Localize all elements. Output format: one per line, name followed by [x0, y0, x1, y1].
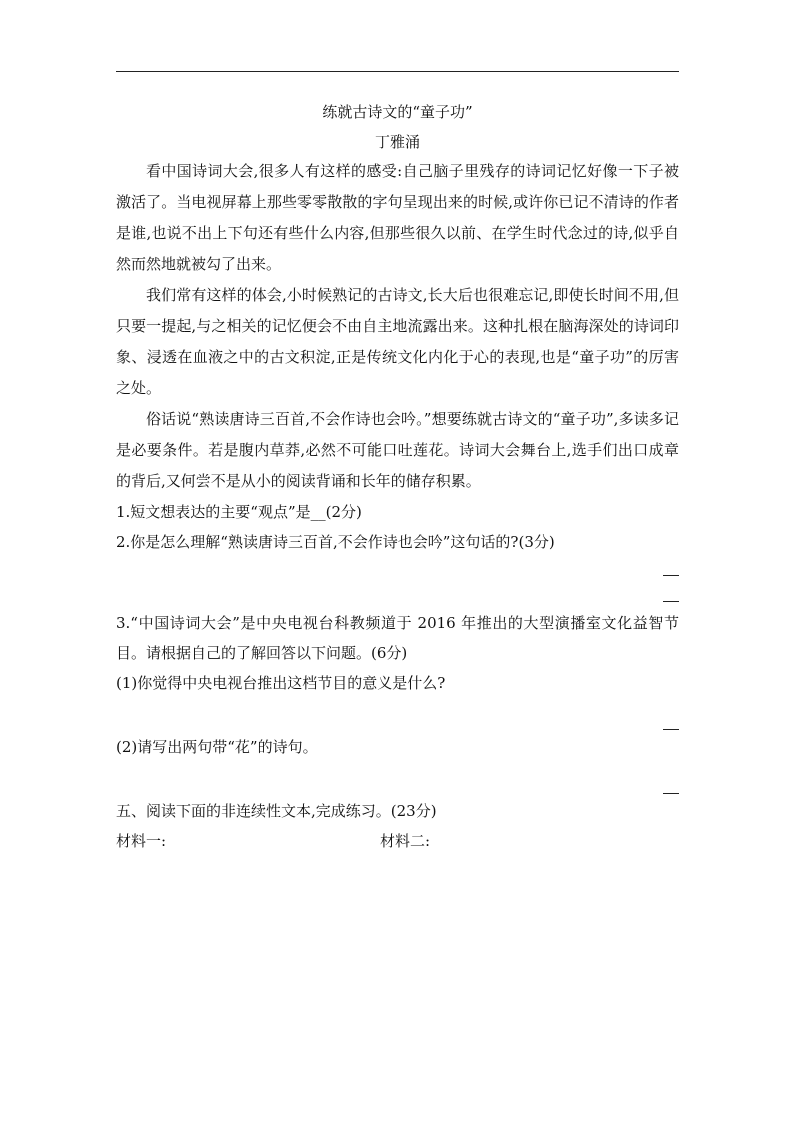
header-rule [116, 71, 679, 72]
question-3-1: (1)你觉得中央电视台推出这档节目的意义是什么? [116, 674, 446, 692]
answer-line[interactable] [116, 698, 679, 732]
answer-line[interactable] [116, 557, 679, 588]
article-author: 丁雅涌 [374, 133, 420, 151]
section-5-heading: 五、阅读下面的非连续性文本,完成练习。(23分) [116, 802, 437, 820]
materials-row [116, 826, 679, 856]
question-1: 1.短文想表达的主要“观点”是__(2分) [116, 503, 362, 521]
answer-line[interactable] [116, 588, 679, 602]
question-3: 3.“中国诗词大会”是中央电视台科教频道于 2016 年推出的大型演播室文化益智节目。请根据自己的了解回答以下问题。(6分) [116, 614, 679, 662]
paragraph-1: 看中国诗词大会,很多人有这样的感受:自己脑子里残存的诗词记忆好像一下子被激活了。当电视屏幕上那些零零散散的字句呈现出来的时候,或许你已记不清诗的作者是谁,也说不出上下句还有些什么内容,但那些很久以前、在学生时代念过的诗,似乎自然而然地就被勾了出来。 [116, 162, 679, 273]
paragraph-2: 我们常有这样的体会,小时候熟记的古诗文,长大后也很难忘记,即使长时间不用,但只要一提起,与之相关的记忆便会不由自主地流露出来。这种扎根在脑海深处的诗词印象、浸透在血液之中的古文积淀,正是传统文化内化于心的表现,也是“童子功”的厉害之处。 [116, 286, 679, 397]
question-3-2: (2)请写出两句带“花”的诗句。 [116, 738, 318, 756]
paragraph-3: 俗话说“熟读唐诗三百首,不会作诗也会吟。”想要练就古诗文的“童子功”,多读多记是必要条件。若是腹内草莽,必然不可能口吐莲花。诗词大会舞台上,选手们出口成章的背后,又何尝不是从小的阅读背诵和长年的储存积累。 [116, 410, 679, 490]
material-1-label: 材料一: [116, 832, 167, 850]
answer-line[interactable] [116, 762, 679, 796]
article-title: 练就古诗文的“童子功” [322, 103, 473, 121]
material-2-label: 材料二: [380, 832, 431, 850]
document-body [116, 96, 679, 856]
question-2: 2.你是怎么理解“熟读唐诗三百首,不会作诗也会吟”这句话的?(3分) [116, 533, 555, 551]
